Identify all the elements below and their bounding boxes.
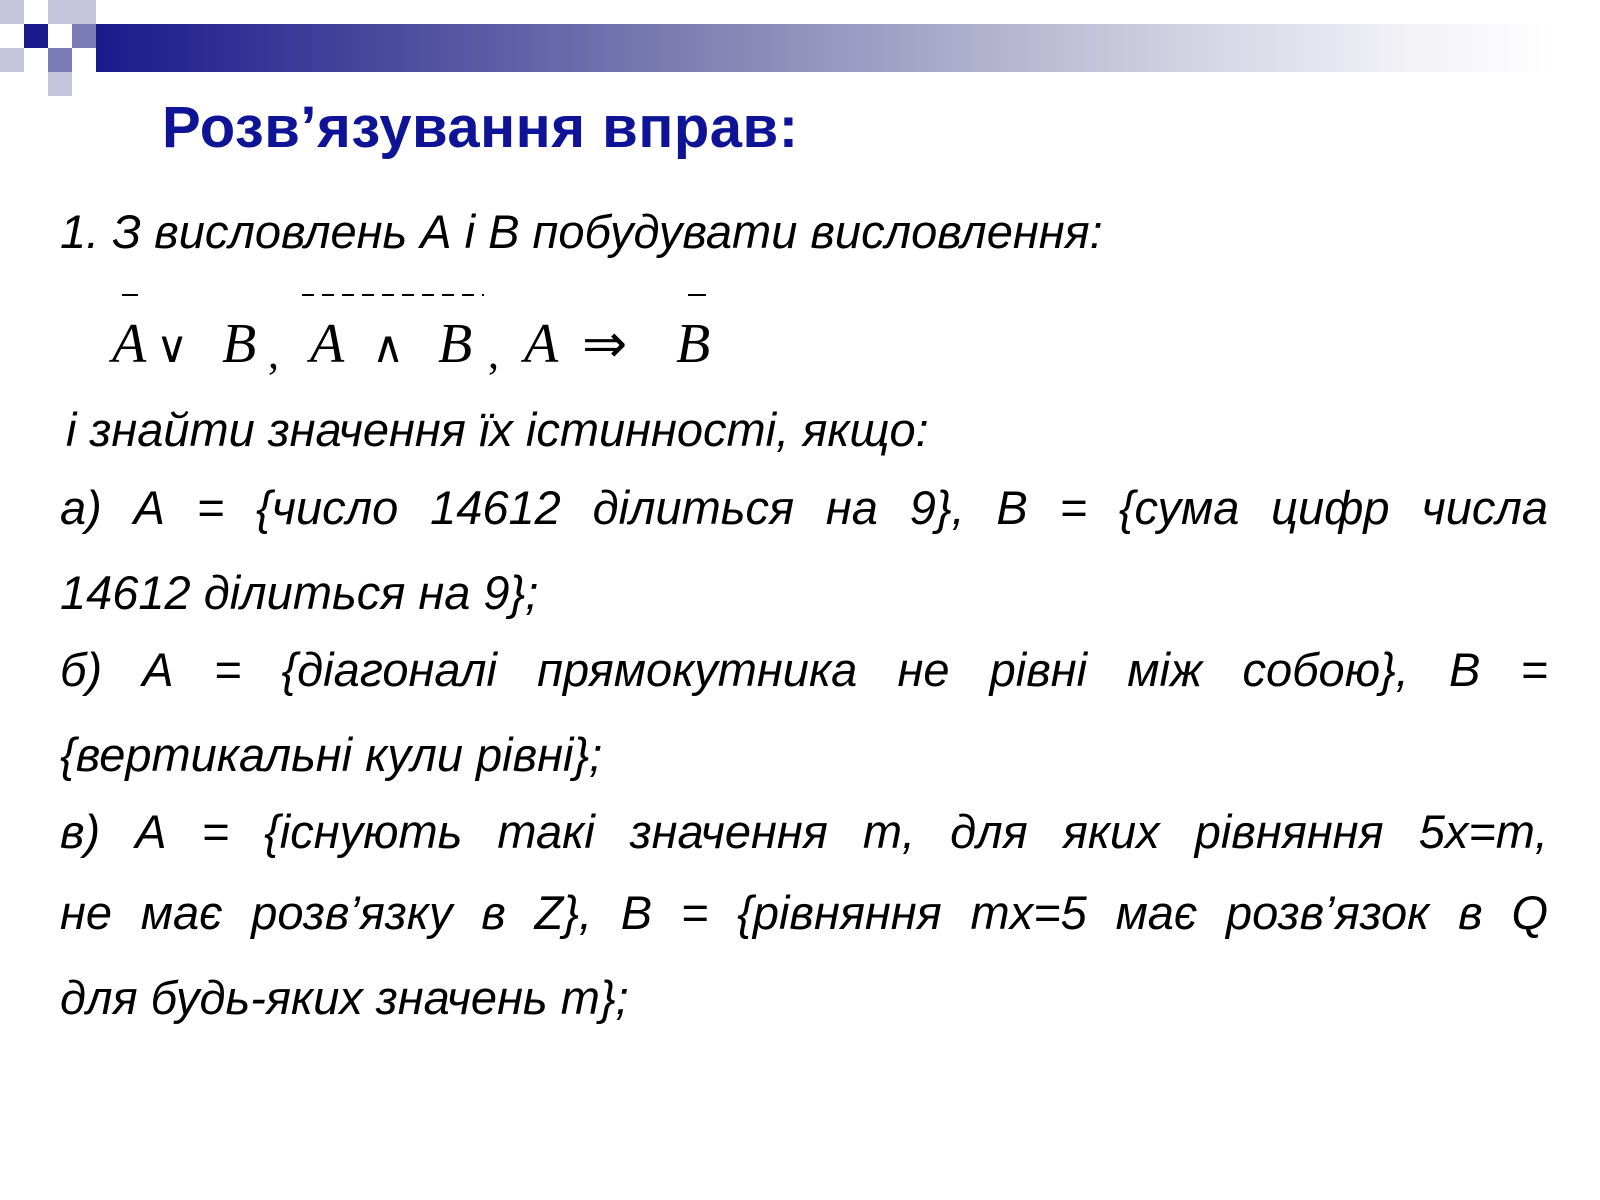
formula-operator-implies: ⇒ [582,314,628,374]
formula-term: A [112,313,147,375]
formula-term: B [438,313,473,375]
formula-svg [110,290,750,390]
formula-term: A [310,313,345,375]
decor-square [0,48,24,72]
decor-square [72,24,96,48]
formula-term: A [524,313,559,375]
decor-square [24,24,48,48]
decor-square [48,72,72,96]
formula-term: B [222,313,257,375]
item-c-line2: не має розв’язку в Z}, В = {рівняння mx=5 має розв’язок в Q [60,886,1548,939]
decor-square [0,0,24,24]
item-a-line1: а) А = {число 14612 ділиться на 9}, В = {сума цифр числа [60,481,1548,534]
formula-separator: , [268,329,279,378]
decor-square [48,48,72,72]
item-b-line1: б) А = {діагоналі прямокутника не рівні між собою}, В = [60,643,1548,696]
slide-title: Розв’язування вправ: [162,95,799,160]
item-c-line3: для будь-яких значень m}; [60,971,629,1024]
item-c-line1: в) А = {існують такі значення m, для яких рівняння 5x=m, [60,805,1548,858]
header-gradient-bar [96,24,1556,72]
formula-block [110,290,750,390]
formula-operator-or: ∨ [156,323,189,372]
item-b-line2: {вертикальні кули рівні}; [60,728,603,781]
decor-square [48,0,72,24]
task-condition: і знайти значення їх істинності, якщо: [66,403,929,456]
decor-square [72,0,96,24]
item-a-line2: 14612 ділиться на 9}; [60,566,539,619]
task-intro: 1. З висловлень А і В побудувати висловлення: [60,205,1103,258]
formula-term: B [676,313,711,375]
formula-separator: , [488,329,499,378]
formula-operator-and: ∧ [372,323,405,372]
